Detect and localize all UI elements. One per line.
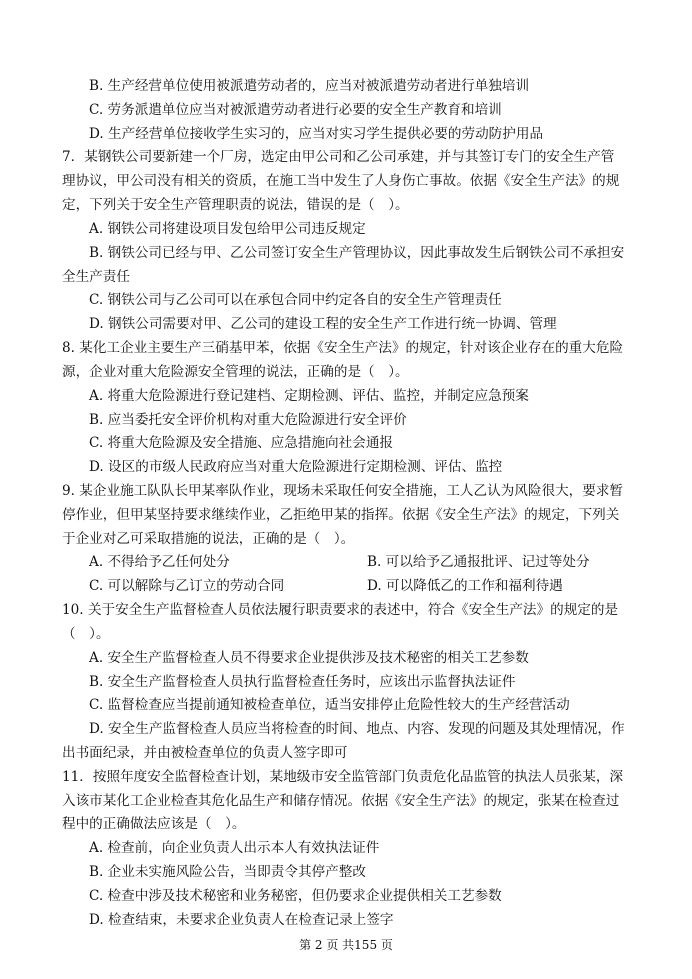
q10-option-c: C. 监督检查应当提前通知被检查单位，适当安排停止危险性较大的生产经营活动	[89, 697, 570, 713]
q9-option-c: C. 可以解除与乙订立的劳动合同	[89, 578, 285, 594]
q10-option-b: B. 安全生产监督检查人员执行监督检查任务时，应该出示监督执法证件	[89, 674, 516, 690]
q8-stem-line-1: 8. 某化工企业主要生产三硝基甲苯，依据《安全生产法》的规定，针对该企业存在的重大危险	[62, 340, 624, 356]
q9-stem-line-2: 停作业，但甲某坚持要求继续作业，乙拒绝甲某的指挥。依据《安全生产法》的规定，下列关	[62, 507, 620, 523]
q7-stem-line-3: 定，下列关于安全生产管理职责的说法，错误的是（ ）。	[62, 197, 409, 213]
q7-option-a: A. 钢铁公司将建设项目发包给甲公司违反规定	[89, 221, 366, 237]
q10-option-a: A. 安全生产监督检查人员不得要求企业提供涉及技术秘密的相关工艺参数	[89, 650, 529, 666]
q8-option-a: A. 将重大危险源进行登记建档、定期检测、评估、监控，并制定应急预案	[89, 388, 529, 404]
q8-option-b: B. 应当委托安全评价机构对重大危险源进行安全评价	[89, 412, 407, 428]
q6-option-b: B. 生产经营单位使用被派遣劳动者的，应当对被派遣劳动者进行单独培训	[89, 78, 530, 94]
q10-option-d-line-2: 出书面纪录，并由被检查单位的负责人签字即可	[62, 745, 348, 761]
page-footer: 第 2 页 共155 页	[299, 938, 393, 952]
q7-stem-line-2: 理协议，甲公司没有相关的资质，在施工当中发生了人身伤亡事故。依据《安全生产法》的规	[62, 173, 620, 189]
q10-option-d-line-1: D. 安全生产监督检查人员应当将检查的时间、地点、内容、发现的问题及其处理情况，作	[89, 721, 625, 737]
q7-option-b-line-2: 全生产责任	[62, 269, 130, 285]
q7-option-d: D. 钢铁公司需要对甲、乙公司的建设工程的安全生产工作进行统一协调、管理	[89, 316, 557, 332]
q8-option-c: C. 将重大危险源及安全措施、应急措施向社会通报	[89, 435, 394, 451]
q7-stem-line-1: 7．某钢铁公司要新建一个厂房，选定由甲公司和乙公司承建，并与其签订专门的安全生产管	[62, 149, 615, 165]
q8-stem-line-2: 源，企业对重大危险源安全管理的说法，正确的是（ ）。	[62, 364, 409, 380]
q7-option-b-line-1: B. 钢铁公司已经与甲、乙公司签订安全生产管理协议，因此事故发生后钢铁公司不承担安	[89, 245, 625, 261]
q9-stem-line-3: 于企业对乙可采取措施的说法，正确的是（ ）。	[62, 531, 355, 547]
q9-option-a: A. 不得给予乙任何处分	[89, 554, 230, 570]
q9-option-b: B. 可以给予乙通报批评、记过等处分	[367, 554, 590, 570]
q11-stem-line-3: 程中的正确做法应该是（ ）。	[62, 816, 246, 832]
q8-option-d: D. 设区的市级人民政府应当对重大危险源进行定期检测、评估、监控	[89, 459, 503, 475]
q10-stem-line-1: 10. 关于安全生产监督检查人员依法履行职责要求的表述中，符合《安全生产法》的规定的是	[62, 602, 619, 618]
q6-option-c: C. 劳务派遣单位应当对被派遣劳动者进行必要的安全生产教育和培训	[89, 102, 502, 118]
q10-stem-line-2: （ ）。	[62, 626, 110, 642]
q11-option-d: D. 检查结束，未要求企业负责人在检查记录上签字	[89, 912, 394, 928]
q11-option-a: A. 检查前，向企业负责人出示本人有效执法证件	[89, 840, 380, 856]
q11-option-c: C. 检查中涉及技术秘密和业务秘密，但仍要求企业提供相关工艺参数	[89, 888, 502, 904]
q11-stem-line-1: 11．按照年度安全监督检查计划，某地级市安全监管部门负责危化品监管的执法人员张某，深	[62, 769, 624, 785]
q9-option-d: D. 可以降低乙的工作和福利待遇	[367, 578, 563, 594]
q6-option-d: D. 生产经营单位接收学生实习的，应当对实习学生提供必要的劳动防护用品	[89, 126, 544, 142]
q11-option-b: B. 企业未实施风险公告，当即责令其停产整改	[89, 864, 366, 880]
q7-option-c: C. 钢铁公司与乙公司可以在承包合同中约定各自的安全生产管理责任	[89, 292, 502, 308]
q11-stem-line-2: 入该市某化工企业检查其危化品生产和储存情况。依据《安全生产法》的规定，张某在检查过	[62, 793, 620, 809]
q9-stem-line-1: 9. 某企业施工队队长甲某率队作业，现场未采取任何安全措施，工人乙认为风险很大，要求暂	[62, 483, 624, 499]
